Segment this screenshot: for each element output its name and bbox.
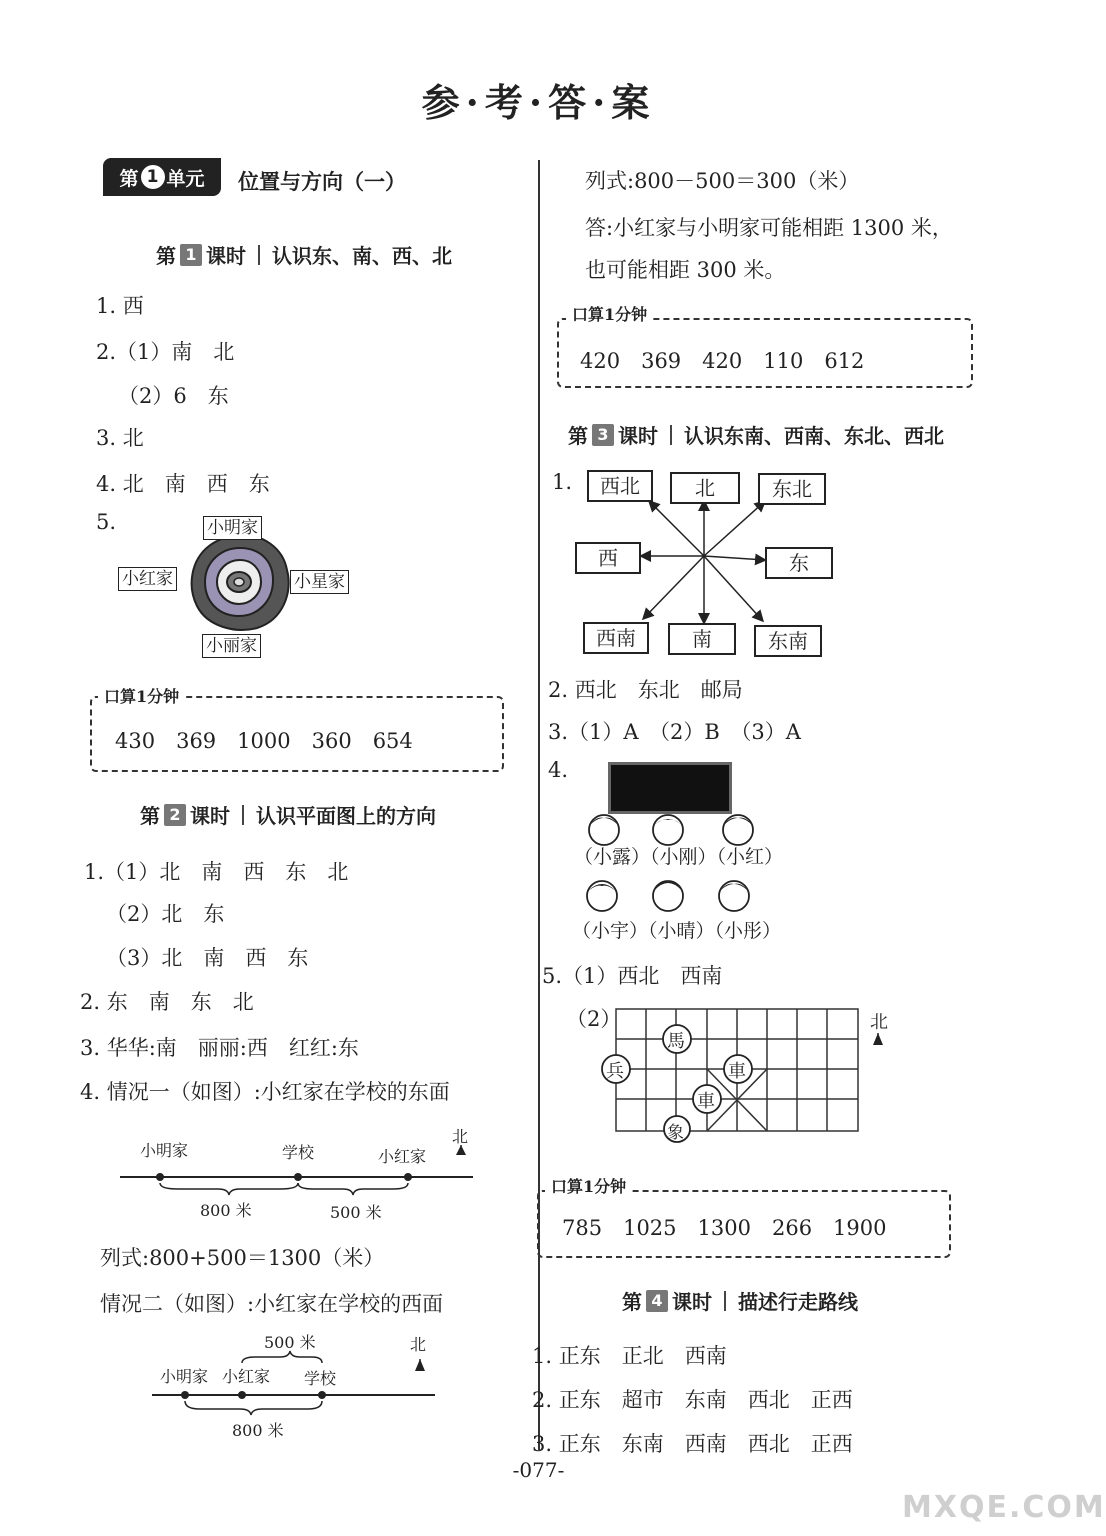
chess-piece-xiang: 象 [667, 1123, 684, 1143]
oral-box-values: 430 369 1000 360 654 [115, 729, 413, 753]
answer-line: 1. [552, 470, 573, 494]
lesson-4-header [622, 1286, 858, 1315]
page-number: -077- [512, 1458, 565, 1482]
separator [724, 1291, 726, 1311]
answer-line: 3. 正东 东南 西南 西北 正西 [532, 1432, 853, 1456]
lesson-prefix: 第 [140, 804, 160, 828]
page-title: 参·考·答·案 [421, 80, 656, 125]
north-label: 北 [452, 1127, 469, 1146]
line2-label-b: 小红家 [222, 1367, 271, 1386]
lesson-prefix: 第 [156, 244, 176, 268]
lesson-title: 认识东、南、西、北 [272, 244, 452, 268]
answer-line: 3.（1）A （2）B （3）A [548, 720, 801, 744]
oral-box-values: 420 369 420 110 612 [580, 349, 865, 373]
oral-box-label: 口算1分钟 [545, 1174, 632, 1197]
map-label-top: 小明家 [203, 516, 262, 540]
lesson-suffix: 课时 [206, 244, 246, 268]
line1-label-b: 学校 [282, 1143, 315, 1162]
answer-line: （2） [566, 1007, 622, 1031]
answer-line: 5. [96, 510, 117, 534]
lesson-suffix: 课时 [190, 804, 230, 828]
compass-label-e: 东 [765, 547, 833, 579]
compass-label-ne: 东北 [758, 473, 826, 505]
lesson-number: 1 [180, 244, 202, 266]
lesson-number: 3 [592, 424, 614, 446]
lesson-number: 2 [164, 804, 186, 826]
compass-label-w: 西 [575, 542, 641, 574]
lesson-suffix: 课时 [618, 424, 658, 448]
lesson-title: 描述行走路线 [738, 1290, 858, 1314]
lesson-1-header [156, 240, 452, 269]
answer-line: 3. 北 [96, 426, 144, 450]
lesson-2-header [140, 800, 436, 829]
unit-prefix: 第 [119, 167, 139, 190]
chess-piece-bing: 兵 [606, 1061, 624, 1082]
answer-line: （2）北 东 [106, 902, 225, 926]
answer-line: 2. 正东 超市 东南 西北 正西 [532, 1388, 853, 1412]
lesson-title: 认识平面图上的方向 [256, 804, 436, 828]
compass-label-nw: 西北 [587, 470, 653, 502]
map-label-bottom: 小丽家 [202, 634, 261, 658]
unit-badge [103, 158, 221, 196]
lesson-title: 认识东南、西南、东北、西北 [684, 424, 944, 448]
map-label-right: 小星家 [290, 570, 349, 594]
map-label-left: 小红家 [118, 567, 177, 591]
answer-line: （3）北 南 西 东 [106, 946, 309, 970]
lesson-prefix: 第 [568, 424, 588, 448]
line2-label-a: 小明家 [160, 1367, 209, 1386]
answer-line: 2. 东 南 东 北 [80, 990, 254, 1014]
line1-label-c: 小红家 [378, 1147, 427, 1166]
compass-label-se: 东南 [754, 625, 822, 657]
unit-suffix: 单元 [166, 167, 205, 190]
separator [670, 425, 672, 445]
answer-line: （2）6 东 [118, 384, 229, 408]
chess-piece-ju-1: 車 [728, 1061, 746, 1082]
line1-dist-1: 800 米 [200, 1201, 252, 1220]
north-label: 北 [870, 1012, 888, 1033]
chess-piece-ma: 馬 [667, 1031, 685, 1052]
line1-dist-2: 500 米 [330, 1203, 382, 1222]
answer-line: 2.（1）南 北 [96, 340, 235, 364]
compass-label-sw: 西南 [583, 622, 649, 654]
line1-label-a: 小明家 [140, 1141, 189, 1160]
lesson-number: 4 [646, 1290, 668, 1312]
line2-label-c: 学校 [304, 1369, 337, 1388]
answer-line: 3. 华华:南 丽丽:西 红红:东 [80, 1036, 359, 1060]
answer-line: 也可能相距 300 米。 [585, 258, 786, 282]
unit-number: 1 [141, 165, 165, 189]
answer-line: 答:小红家与小明家可能相距 1300 米， [585, 216, 953, 240]
compass-label-n: 北 [670, 472, 740, 504]
north-label: 北 [410, 1335, 427, 1354]
unit-title: 位置与方向（一） [238, 170, 406, 194]
answer-line: 1. 西 [96, 294, 144, 318]
formula-line: 列式:800+500＝1300（米） [100, 1246, 385, 1270]
answer-line: 5.（1）西北 西南 [542, 964, 723, 988]
answer-line: 4. [548, 758, 569, 782]
chess-piece-ju-2: 車 [697, 1091, 715, 1112]
lesson-3-header [568, 420, 944, 449]
oral-box-values: 785 1025 1300 266 1900 [562, 1216, 887, 1240]
answer-line: 1.（1）北 南 西 东 北 [84, 860, 349, 884]
answer-line: 2. 西北 东北 邮局 [548, 678, 743, 702]
kids-row-2: （小宇）（小晴）（小彤） [572, 920, 782, 942]
kids-row-1: （小露）（小刚）（小红） [574, 846, 784, 868]
oral-box-label: 口算1分钟 [566, 302, 653, 325]
lesson-suffix: 课时 [672, 1290, 712, 1314]
island-map-icon [185, 530, 295, 635]
blackboard-icon [608, 762, 732, 814]
answer-line: 4. 北 南 西 东 [96, 472, 270, 496]
lesson-prefix: 第 [622, 1290, 642, 1314]
watermark: MXQE.COM [902, 1490, 1106, 1525]
line2-dist-1: 500 米 [264, 1333, 316, 1352]
answer-line: 4. 情况一（如图）:小红家在学校的东面 [80, 1080, 450, 1104]
line2-dist-2: 800 米 [232, 1421, 284, 1440]
separator [258, 245, 260, 265]
case-2-line: 情况二（如图）:小红家在学校的西面 [100, 1292, 444, 1316]
compass-label-s: 南 [668, 623, 736, 655]
separator [242, 805, 244, 825]
answer-line: 1. 正东 正北 西南 [532, 1344, 727, 1368]
answer-line: 列式:800－500＝300（米） [585, 169, 860, 193]
oral-box-label: 口算1分钟 [98, 684, 185, 707]
